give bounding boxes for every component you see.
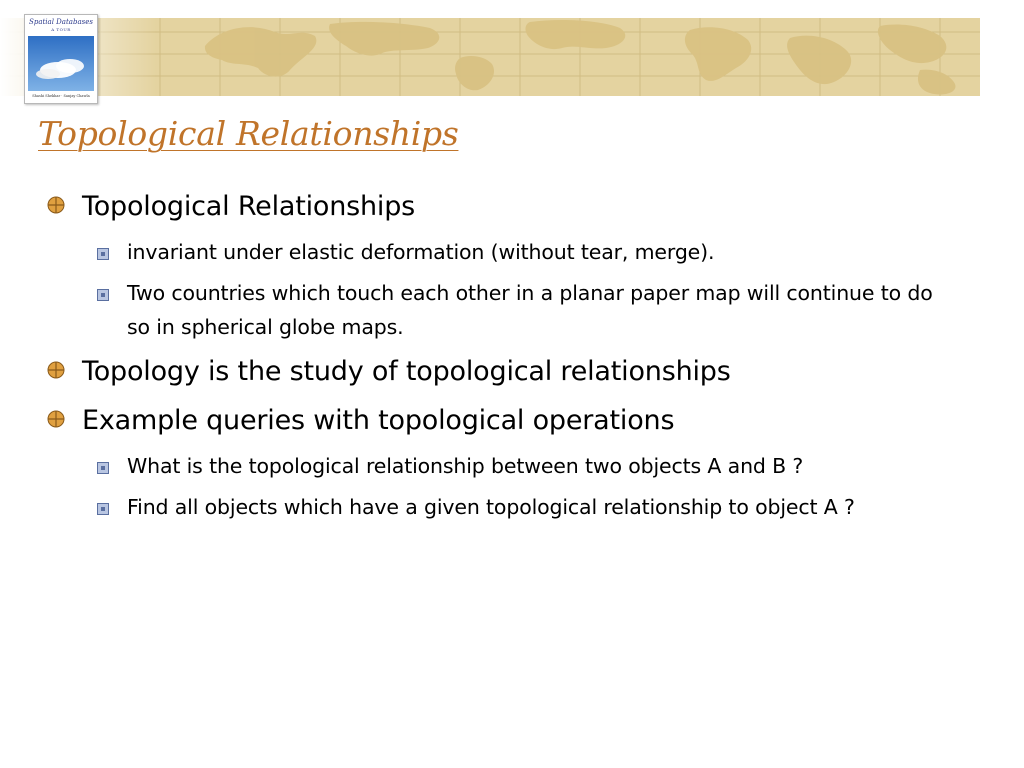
header-banner	[0, 18, 980, 96]
globe-bullet-icon	[47, 361, 65, 379]
square-bullet-icon	[97, 248, 109, 260]
bullet-2: Topology is the study of topological relationships	[82, 356, 731, 387]
bullet-3: Example queries with topological operations	[82, 405, 675, 436]
globe-bullet-icon	[47, 410, 65, 428]
bullet-3-sub-2: Find all objects which have a given topological relationship to object A ?	[127, 495, 855, 519]
book-cover	[24, 14, 98, 104]
square-bullet-icon	[97, 503, 109, 515]
cover-subtitle: A TOUR	[51, 27, 71, 32]
cover-authors: Shashi Shekhar · Sanjay Chawla	[32, 94, 90, 98]
bullet-1: Topological Relationships	[82, 191, 416, 222]
bullet-1-sub-1: invariant under elastic deformation (without tear, merge).	[127, 240, 715, 264]
cover-sky-image	[28, 36, 94, 91]
cover-title: Spatial Databases	[29, 18, 93, 26]
square-bullet-icon	[97, 289, 109, 301]
slide-title: Topological Relationships	[38, 114, 459, 153]
square-bullet-icon	[97, 462, 109, 474]
bullet-3-sub-1: What is the topological relationship between two objects A and B ?	[127, 454, 804, 478]
globe-bullet-icon	[47, 196, 65, 214]
bullet-1-sub-2: Two countries which touch each other in a planar paper map will continue to do so in spherical globe maps.	[127, 281, 933, 339]
world-map-banner	[0, 18, 980, 96]
